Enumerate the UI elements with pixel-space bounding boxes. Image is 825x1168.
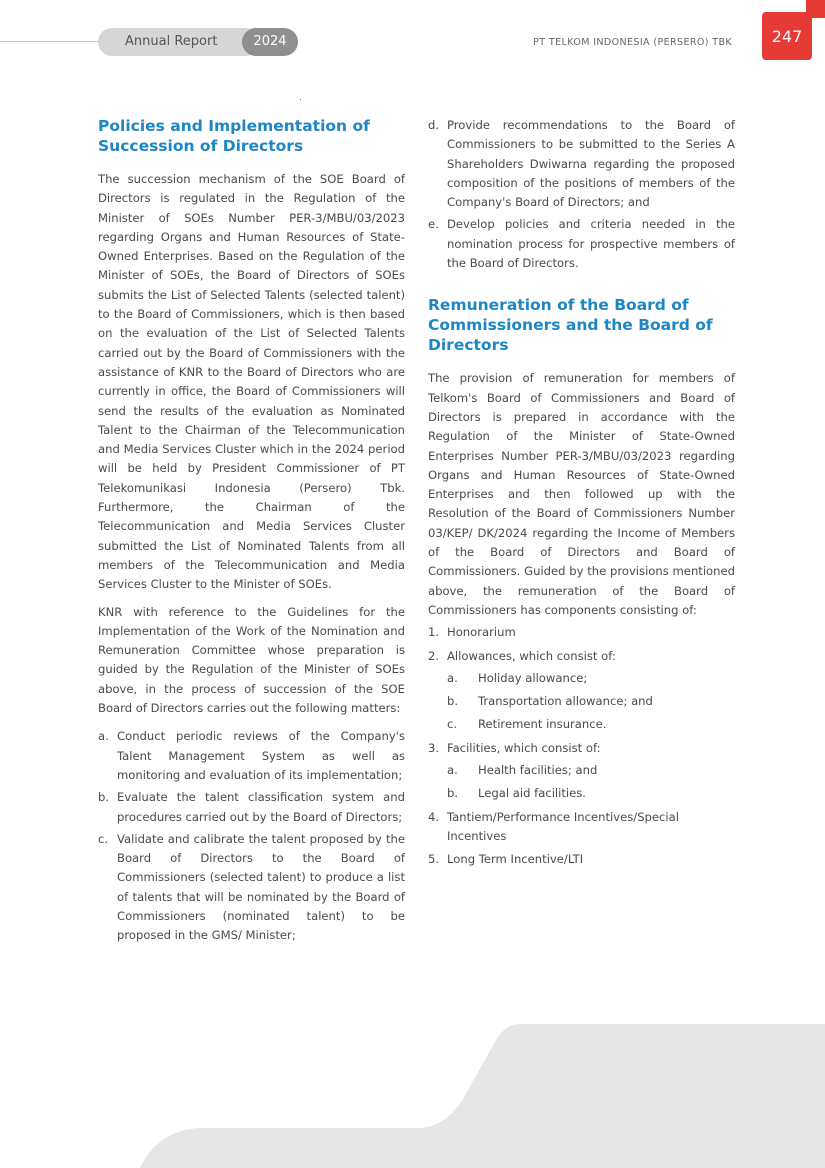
- component-text: Honorarium: [447, 625, 516, 640]
- sub-item: [447, 784, 735, 803]
- list-marker: c.: [98, 831, 109, 846]
- component-text: Tantiem/Performance Incentives/Special Incentives: [447, 809, 679, 843]
- allowances-list: [447, 669, 735, 735]
- sub-item: [447, 692, 735, 711]
- stray-dot: [300, 99, 301, 100]
- sub-marker: b.: [447, 694, 459, 709]
- list-item: [428, 116, 735, 212]
- list-item: [98, 830, 405, 946]
- succession-list: [98, 727, 405, 945]
- company-name: PT TELKOM INDONESIA (PERSERO) TBK: [533, 37, 732, 48]
- component-number: 2.: [428, 648, 440, 663]
- sub-text: Health facilities; and: [478, 763, 598, 778]
- report-year-badge: 2024: [242, 28, 298, 56]
- annual-report-label: Annual Report: [98, 28, 260, 56]
- sub-text: Holiday allowance;: [478, 670, 588, 685]
- component-item: [428, 808, 687, 847]
- right-column: [428, 116, 735, 874]
- list-text: Evaluate the talent classification system and procedures carried out by the Board of Directors;: [117, 790, 405, 824]
- list-marker: e.: [428, 217, 439, 232]
- component-text: Allowances, which consist of:: [447, 648, 616, 663]
- component-number: 3.: [428, 740, 440, 755]
- list-item: [98, 727, 405, 785]
- sub-marker: a.: [447, 670, 458, 685]
- remuneration-paragraph: The provision of remuneration for members of Telkom's Board of Commissioners and Board of Directors is prepared in accordance with the Regulation of the Minister of State-Owned Enterprises Number PER-3/MBU/03/2023 regarding Organs and Human Resources of State-Owned Enterprises and then followed up with the Resolution of the Board of Commissioners Number 03/KEP/ DK/2024 regarding the Income of Members of the Board of Directors and Board of Commissioners. Guided by the provisions mentioned above, the remuneration of the Board of Commissioners has components consisting of:: [428, 371, 735, 617]
- component-item: [428, 739, 735, 804]
- sub-marker: b.: [447, 786, 459, 801]
- list-text: Conduct periodic reviews of the Company's Talent Management System as well as monitoring and evaluation of its implementation;: [117, 729, 405, 782]
- sub-marker: a.: [447, 763, 458, 778]
- sub-item: [447, 669, 735, 688]
- component-text: Facilities, which consist of:: [447, 740, 601, 755]
- sub-item: [447, 715, 735, 734]
- page-number: 247: [762, 12, 812, 60]
- succession-list-continued: [428, 116, 735, 273]
- list-marker: d.: [428, 118, 440, 132]
- sub-text: Transportation allowance; and: [478, 694, 653, 709]
- sub-marker: c.: [447, 717, 458, 732]
- component-number: 5.: [428, 852, 440, 867]
- component-item: [428, 647, 735, 735]
- list-text: Develop policies and criteria needed in the nomination process for prospective members of the Board of Directors.: [447, 217, 735, 271]
- left-column: [98, 116, 405, 946]
- list-marker: b.: [98, 790, 110, 805]
- list-text: Provide recommendations to the Board of Commissioners to be submitted to the Series A Shareholders Dwiwarna regarding the proposed composition of the positions of members of the Company's Board of Directors; and: [447, 118, 735, 210]
- succession-paragraph-1: The succession mechanism of the SOE Board of Directors is regulated in the Regulation of the Minister of SOEs Number PER-3/MBU/03/2023 regarding Organs and Human Resources of State-Owned Enterprises. Based on the Regulation of the Minister of SOEs, the Board of Directors of SOEs submits the List of Selected Talents (selected talent) to the Board of Commissioners, which is then based on the evaluation of the List of Selected Talents carried out by the Board of Commissioners with the assistance of KNR to the Board of Directors who are currently in office, the Board of Commissioners will send the results of the evaluation as Nominated Talent to the Chairman of the Telecommunication and Media Services Cluster which in the 2024 period will be held by President Commissioner of PT Telekomunikasi Indonesia (Persero) Tbk. Furthermore, the Chairman of the Telecommunication and Media Services Cluster submitted the List of Nominated Talents from all members of the Telecommunication and Media Services Cluster to the Minister of SOEs.: [98, 172, 405, 592]
- list-item: [98, 788, 405, 827]
- remuneration-heading: Remuneration of the Board of Commissioners and the Board of Directors: [428, 296, 713, 355]
- sub-text: Legal aid facilities.: [478, 786, 586, 801]
- remuneration-components: [428, 623, 735, 869]
- component-text: Long Term Incentive/LTI: [447, 852, 584, 867]
- component-number: 1.: [428, 625, 440, 640]
- facilities-list: [447, 761, 735, 804]
- component-number: 4.: [428, 809, 440, 824]
- succession-heading: Policies and Implementation of Succession of Directors: [98, 117, 370, 155]
- list-item: [428, 215, 735, 273]
- list-marker: a.: [98, 729, 109, 744]
- sub-item: [447, 761, 735, 780]
- succession-paragraph-2: KNR with reference to the Guidelines for the Implementation of the Work of the Nomination and Remuneration Committee whose preparation is guided by the Regulation of the Minister of SOEs above, in the process of succession of the SOE Board of Directors carries out the following matters:: [98, 604, 405, 716]
- component-item: [428, 850, 735, 869]
- list-text: Validate and calibrate the talent proposed by the Board of Directors to the Board of Commissioners (selected talent) to produce a list of talents that will be nominated by the Board of Commissioners (nominated talent) to be proposed in the GMS/ Minister;: [117, 831, 405, 943]
- component-item: [428, 623, 735, 642]
- sub-text: Retirement insurance.: [478, 717, 607, 732]
